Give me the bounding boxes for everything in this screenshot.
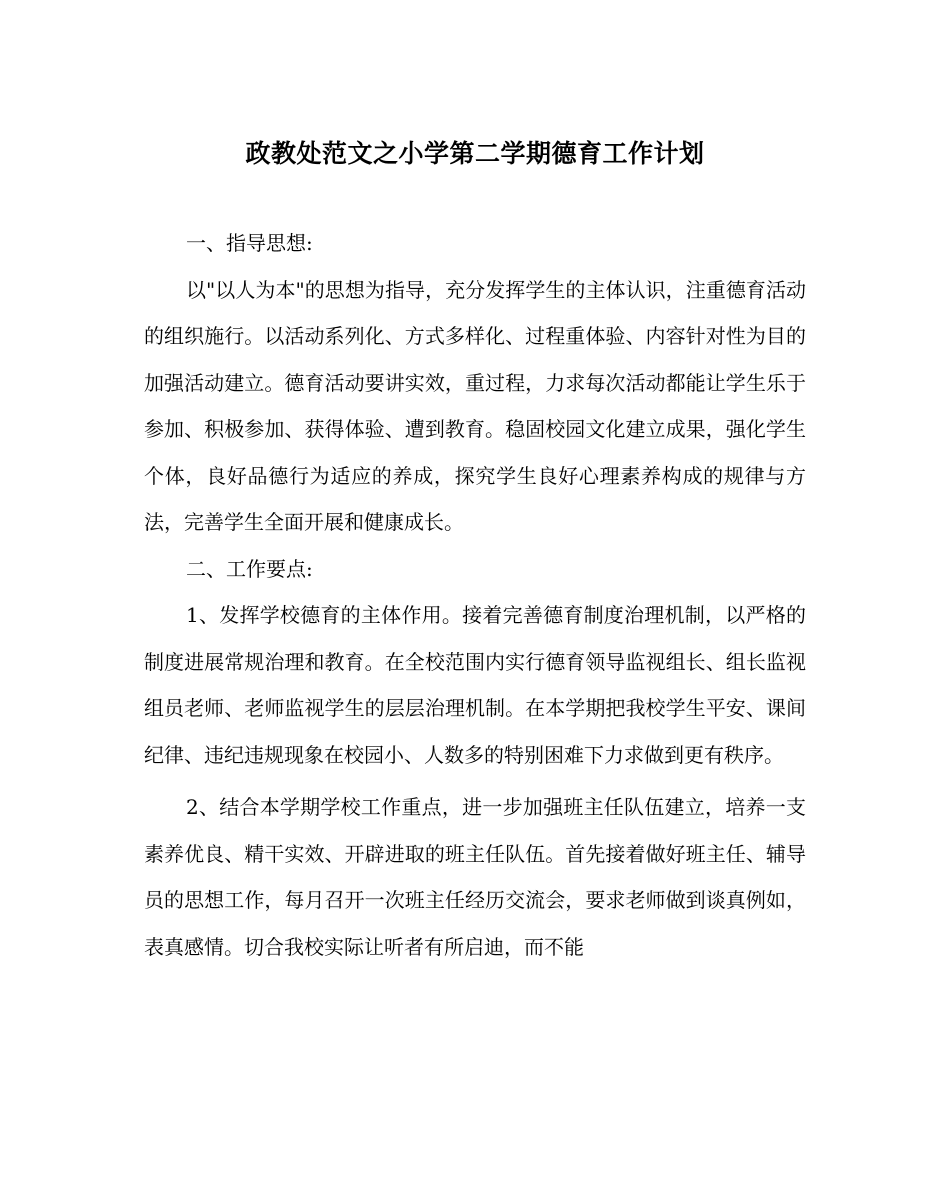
- paragraph-work-point-1: 1、发挥学校德育的主体作用。接着完善德育制度治理机制，以严格的制度进展常规治理和教育。在全校范围内实行德育领导监视组长、组长监视组员老师、老师监视学生的层层治理机制。在本学期把我校学生平安、课间纪律、违纪违规现象在校园小、人数多的特别困难下力求做到更有秩序。: [144, 603, 806, 767]
- document-title: 政教处范文之小学第二学期德育工作计划: [245, 139, 705, 168]
- section-heading-guiding-ideology: 一、指导思想:: [186, 231, 313, 255]
- section-heading-work-points: 二、工作要点:: [186, 556, 313, 581]
- paragraph-work-point-2: 2、结合本学期学校工作重点，进一步加强班主任队伍建立，培养一支素养优良、精干实效、开辟进取的班主任队伍。首先接着做好班主任、辅导员的思想工作，每月召开一次班主任经历交流会，要求老师做到谈真例如，表真感情。切合我校实际让听者有所启迪，而不能: [144, 795, 806, 959]
- paragraph-guiding-ideology: 以"以人为本"的思想为指导，充分发挥学生的主体认识，注重德育活动的组织施行。以活动系列化、方式多样化、过程重体验、内容针对性为目的加强活动建立。德育活动要讲实效，重过程，力求每次活动都能让学生乐于参加、积极参加、获得体验、遭到教育。稳固校园文化建立成果，强化学生个体，良好品德行为适应的养成，探究学生良好心理素养构成的规律与方法，完善学生全面开展和健康成长。: [144, 277, 806, 534]
- document-body: [144, 220, 806, 970]
